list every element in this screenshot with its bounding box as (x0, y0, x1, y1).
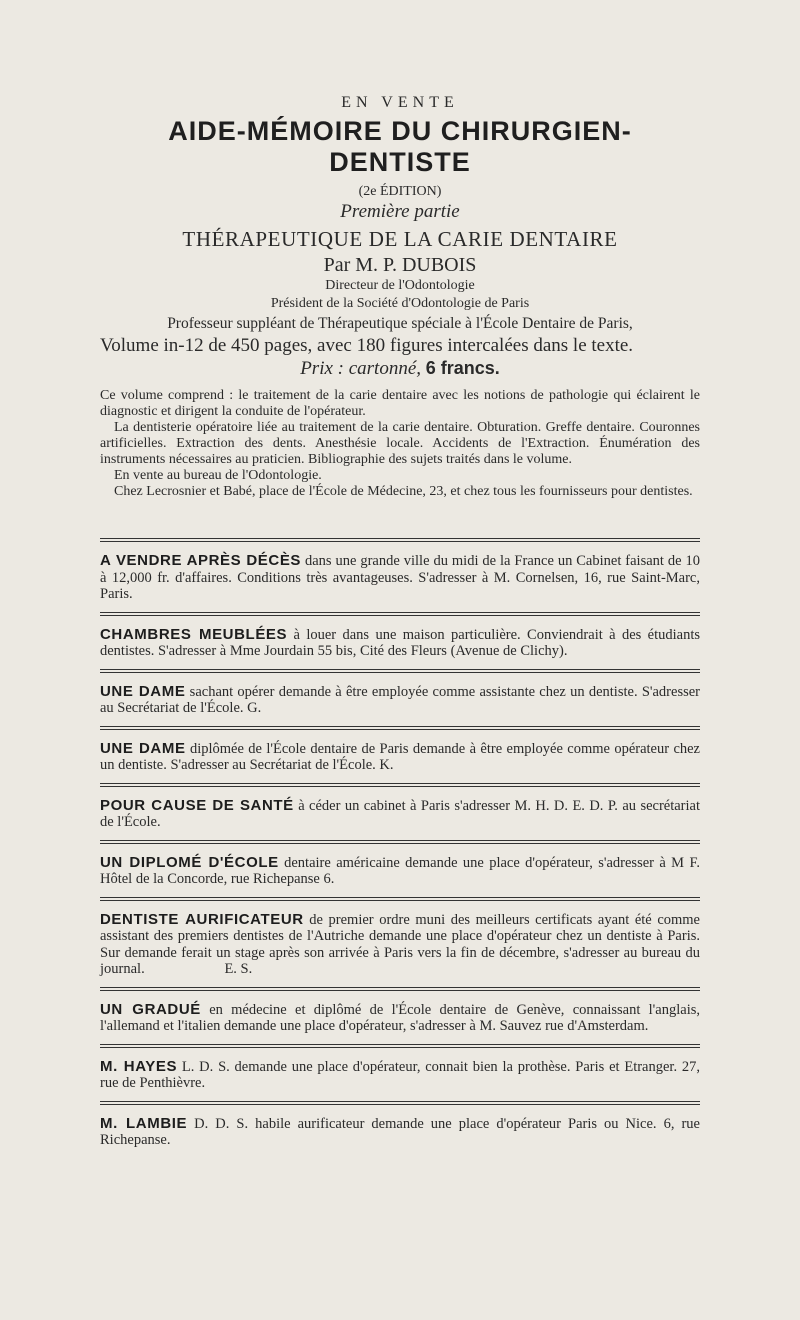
divider (100, 726, 700, 730)
price-value: 6 francs. (425, 358, 500, 378)
classified-ad (100, 910, 704, 978)
book-description (100, 388, 700, 500)
author-title-directeur: Directeur de l'Odontologie (325, 278, 475, 293)
author-title-professeur: Professeur suppléant de Thérapeutique spéciale à l'École Dentaire de Paris, (167, 315, 633, 332)
volume-info: Volume in-12 de 450 pages, avec 180 figures intercalées dans le texte. (100, 335, 634, 356)
divider (100, 1101, 700, 1105)
divider (100, 612, 700, 616)
price-label: Prix : cartonné, (300, 358, 422, 379)
ad-keyword: UN GRADUÉ (100, 1000, 201, 1018)
classified-ad (100, 1116, 700, 1149)
divider (100, 840, 700, 844)
ad-text: L. D. S. demande une place d'opérateur, connait bien la prothèse. Paris et Etranger. 27, rue de Penthièvre. (100, 1058, 700, 1091)
ad-text: dentaire américaine demande une place d'opérateur, s'adresser à M F. Hôtel de la Concorde, rue Richepanse 6. (100, 854, 700, 887)
book-announcement (100, 90, 700, 500)
book-title: AIDE-MÉMOIRE DU CHIRURGIEN-DENTISTE (168, 116, 632, 177)
classified-ad (100, 684, 700, 717)
ad-text: en médecine et diplômé de l'École dentaire de Genève, connaissant l'anglais, l'allemand et l'italien demande une place d'opérateur, s'adresser à M. Sauvez rue d'Amsterdam. (100, 1001, 700, 1034)
divider (100, 538, 700, 542)
divider (100, 669, 700, 673)
classified-ads (100, 538, 704, 1149)
description-paragraph: Chez Lecrosnier et Babé, place de l'École de Médecine, 23, et chez tous les fournisseurs pour dentistes. (114, 484, 693, 499)
classified-ad (100, 627, 700, 660)
classified-ad (100, 1002, 700, 1035)
ad-keyword: A VENDRE APRÈS DÉCÈS (100, 552, 302, 569)
description-paragraph: En vente au bureau de l'Odontologie. (114, 468, 322, 483)
divider (100, 1044, 700, 1048)
classified-ad (100, 1059, 700, 1092)
divider (100, 987, 700, 991)
part-label: Première partie (340, 201, 460, 222)
edition-label: (2e ÉDITION) (358, 184, 442, 199)
ad-text: sachant opérer demande à être employée comme assistante chez un dentiste. S'adresser au Secrétariat de l'École. G. (100, 683, 700, 716)
classified-ad (100, 553, 700, 603)
ad-text: de premier ordre muni des meilleurs certificats ayant été comme assistant des premiers dentistes de l'Autriche demande une place d'opérateur chez un dentiste à Paris. Sur demande ferait un stage après son arrivée à Paris vers la fin de décembre, s'adresser au bureau du journal. E. S. (100, 911, 704, 977)
description-paragraph: La dentisterie opératoire liée au traitement de la carie dentaire. Obturation. Greffe dentaire. Couronnes artificielles. Extraction des dents. Anesthésie locale. Accidents de l'Extraction. Énumération des instruments nécessaires au praticien. Bibliographie des sujets traités dans le volume. (100, 420, 700, 467)
classified-ad (100, 855, 700, 888)
divider (100, 783, 700, 787)
ad-text: à céder un cabinet à Paris s'adresser M. H. D. E. D. P. au secrétariat de l'École. (100, 797, 701, 830)
classified-ad (100, 741, 700, 774)
ad-text: à louer dans une maison particulière. Conviendrait à des étudiants dentistes. S'adresser à Mme Jourdain 55 bis, Cité des Fleurs (Avenue de Clichy). (100, 626, 700, 659)
book-author: Par M. P. DUBOIS (323, 254, 477, 276)
price-line (100, 358, 700, 380)
ad-text: D. D. S. habile aurificateur demande une place d'opérateur Paris ou Nice. 6, rue Richepanse. (100, 1115, 700, 1148)
en-vente-heading: EN VENTE (341, 94, 459, 111)
ad-text: dans une grande ville du midi de la France un Cabinet faisant de 10 à 12,000 fr. d'affaires. Conditions très avantageuses. S'adresser à M. Cornelsen, 16, rue Saint-Marc, Paris. (100, 553, 701, 602)
classified-ad (100, 798, 700, 831)
ad-text: diplômée de l'École dentaire de Paris demande à être employée comme opérateur chez un dentiste. S'adresser au Secrétariat de l'École. K. (100, 740, 700, 773)
ad-keyword: CHAMBRES MEUBLÉES (100, 625, 288, 643)
book-subject: THÉRAPEUTIQUE DE LA CARIE DENTAIRE (182, 227, 618, 251)
ad-keyword: M. HAYES (100, 1057, 178, 1075)
description-paragraph: Ce volume comprend : le traitement de la carie dentaire avec les notions de pathologie qui éclairent le diagnostic et dirigent la conduite de l'opérateur. (100, 388, 700, 419)
ad-keyword: POUR CAUSE DE SANTÉ (100, 796, 294, 814)
author-title-president: Président de la Société d'Odontologie de Paris (270, 296, 530, 311)
ad-keyword: UNE DAME (100, 682, 186, 700)
ad-keyword: UNE DAME (100, 739, 186, 757)
ad-keyword: DENTISTE AURIFICATEUR (100, 910, 304, 928)
ad-keyword: UN DIPLOMÉ D'ÉCOLE (100, 853, 279, 871)
ad-keyword: M. LAMBIE (100, 1114, 188, 1132)
divider (100, 897, 700, 901)
